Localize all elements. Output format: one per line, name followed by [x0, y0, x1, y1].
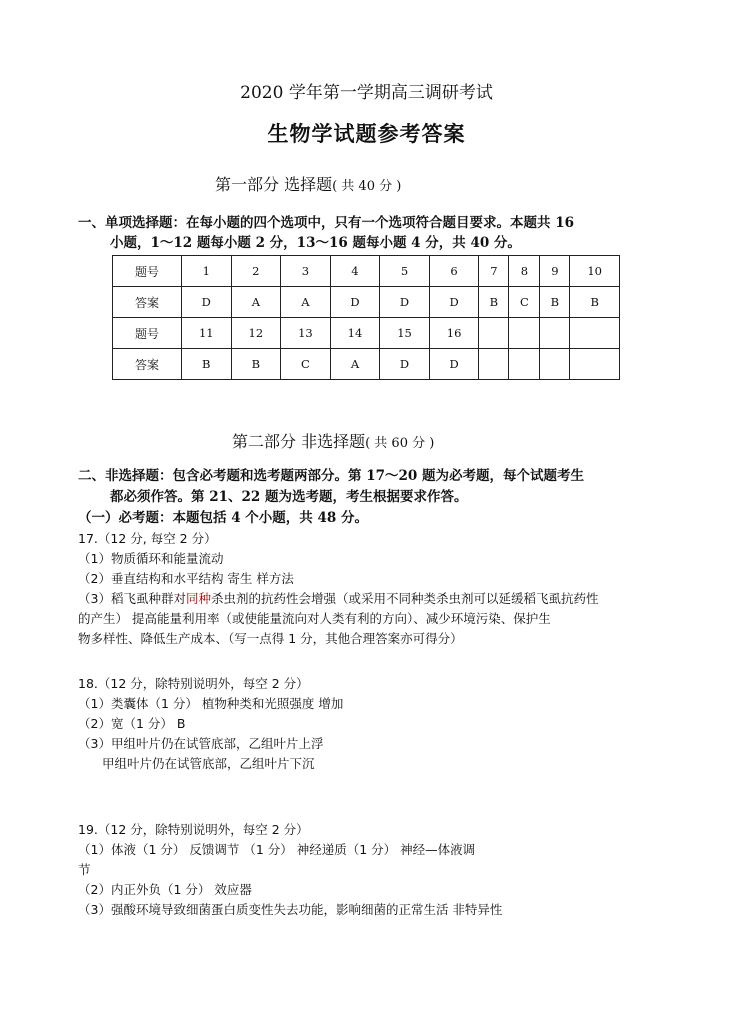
table-row	[113, 256, 620, 287]
table-cell: 10	[570, 256, 620, 287]
table-cell	[540, 349, 570, 380]
table-cell: 13	[281, 318, 331, 349]
table-row	[113, 349, 620, 380]
table-cell	[509, 349, 540, 380]
q19-answer-1-line-2: 节	[78, 862, 91, 877]
table-row	[113, 318, 620, 349]
table-cell	[540, 318, 570, 349]
instructions-line-2: 小题，1～12 题每小题 2 分，13～16 题每小题 4 分，共 40 分。	[110, 235, 521, 251]
q17-answer-3-post: 杀虫剂的抗药性会增强（或采用不同种类杀虫剂可以延缓稻飞虱抗药性	[210, 591, 599, 606]
instructions-line-1: 一、单项选择题：在每小题的四个选项中，只有一个选项符合题目要求。本题共 16	[78, 215, 574, 231]
section2-line-1: 二、非选择题：包含必考题和选考题两部分。第 17～20 题为必考题，每个试题考生	[78, 468, 584, 484]
table-cell: 8	[509, 256, 540, 287]
row-label-answer: 答案	[113, 349, 182, 380]
table-cell: B	[540, 287, 570, 318]
table-cell: D	[380, 349, 430, 380]
table-cell: 1	[182, 256, 232, 287]
q18-answer-3: （3）甲组叶片仍在试管底部，乙组叶片上浮	[78, 736, 324, 751]
section2-instructions	[78, 466, 584, 529]
q18-header: 18.（12 分，除特别说明外，每空 2 分）	[78, 676, 309, 691]
q17-answer-3	[78, 589, 599, 609]
table-cell: D	[380, 287, 430, 318]
table-cell: 6	[429, 256, 479, 287]
table-cell: B	[182, 349, 232, 380]
table-cell	[570, 349, 620, 380]
q18-answer-3-line-2: 甲组叶片仍在试管底部，乙组叶片下沉	[102, 756, 315, 771]
table-cell: 3	[281, 256, 331, 287]
row-label-question: 题号	[113, 318, 182, 349]
q18-answer-2: （2）宽（1 分） B	[78, 716, 186, 731]
answer-key-title: 生物学试题参考答案	[267, 121, 466, 146]
q17-answer-2: （2）垂直结构和水平结构 寄生 样方法	[78, 571, 294, 586]
q19-answer-3: （3）强酸环境导致细菌蛋白质变性失去功能，影响细菌的正常生活 非特异性	[78, 902, 503, 917]
q17-answer-1: （1）物质循环和能量流动	[78, 551, 224, 566]
table-row	[113, 287, 620, 318]
table-cell: A	[231, 287, 281, 318]
table-cell: 5	[380, 256, 430, 287]
table-cell: 14	[330, 318, 380, 349]
row-label-question: 题号	[113, 256, 182, 287]
q19-answer-2: （2）内正外负（1 分） 效应器	[78, 882, 252, 897]
q17-answer-3-line-2: 的产生） 提高能量利用率（或使能量流向对人类有利的方向）、减少环境污染、保护生	[78, 611, 551, 626]
table-cell: 2	[231, 256, 281, 287]
table-cell: 9	[540, 256, 570, 287]
table-cell: B	[570, 287, 620, 318]
part2-points: ( 共 60 分 )	[365, 436, 435, 451]
q17-answer-3-line-3: 物多样性、降低生产成本、（写一点得 1 分，其他合理答案亦可得分）	[78, 631, 463, 646]
table-cell: A	[330, 349, 380, 380]
table-cell	[479, 318, 509, 349]
question-17-answers	[78, 529, 599, 649]
q19-header: 19.（12 分，除特别说明外，每空 2 分）	[78, 822, 309, 837]
section2-line-2: 都必须作答。第 21、22 题为选考题，考生根据要求作答。	[110, 489, 468, 505]
table-cell: 12	[231, 318, 281, 349]
table-cell: 15	[380, 318, 430, 349]
table-cell: A	[281, 287, 331, 318]
table-cell: 7	[479, 256, 509, 287]
table-cell: 4	[330, 256, 380, 287]
table-cell: D	[330, 287, 380, 318]
q17-highlight: 同种	[185, 591, 211, 606]
table-cell	[570, 318, 620, 349]
table-cell: B	[479, 287, 509, 318]
question-19-answers	[78, 820, 502, 920]
part1-heading	[215, 172, 401, 195]
part2-heading	[232, 429, 434, 452]
part2-heading-text: 第二部分 非选择题	[232, 432, 366, 451]
question-18-answers	[78, 674, 343, 774]
table-cell: C	[509, 287, 540, 318]
table-cell: D	[429, 349, 479, 380]
table-cell: 11	[182, 318, 232, 349]
q17-answer-3-pre: （3）稻飞虱种群对	[78, 591, 186, 606]
table-cell: B	[231, 349, 281, 380]
multiple-choice-instructions	[78, 213, 574, 253]
q19-answer-1: （1）体液（1 分） 反馈调节 （1 分） 神经递质（1 分） 神经—体液调	[78, 842, 476, 857]
q18-answer-1: （1）类囊体（1 分） 植物种类和光照强度 增加	[78, 696, 344, 711]
table-cell: 16	[429, 318, 479, 349]
row-label-answer: 答案	[113, 287, 182, 318]
table-cell: D	[429, 287, 479, 318]
exam-title: 2020 学年第一学期高三调研考试	[240, 83, 493, 103]
section2-line-3: （一）必考题：本题包括 4 个小题，共 48 分。	[78, 510, 368, 526]
table-cell: D	[182, 287, 232, 318]
table-cell	[479, 349, 509, 380]
table-cell	[509, 318, 540, 349]
table-cell: C	[281, 349, 331, 380]
part1-points: ( 共 40 分 )	[332, 179, 402, 194]
q17-header: 17.（12 分, 每空 2 分）	[78, 531, 217, 546]
part1-heading-text: 第一部分 选择题	[215, 175, 333, 194]
answer-table	[112, 255, 620, 380]
